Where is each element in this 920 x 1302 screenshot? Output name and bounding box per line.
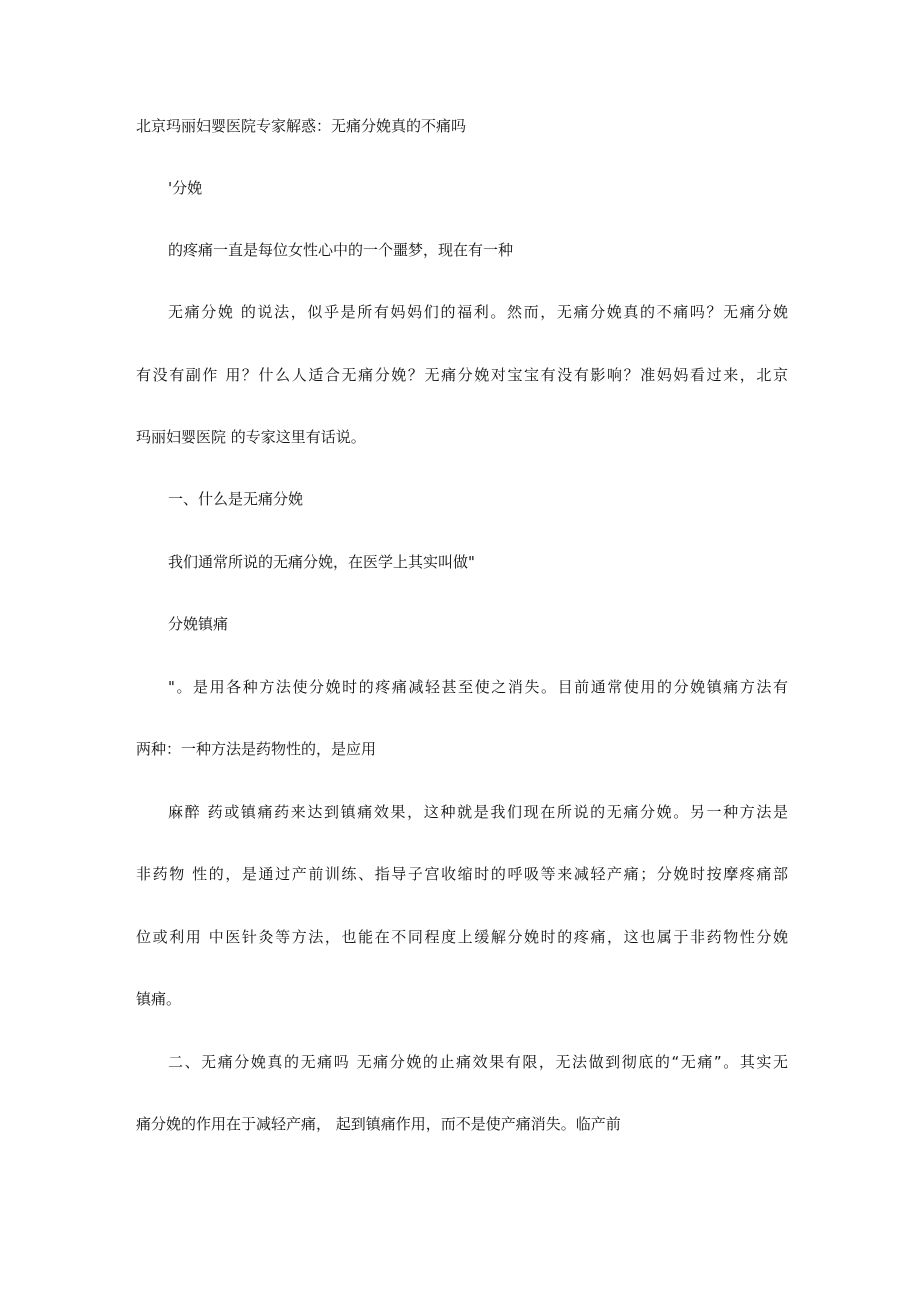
section-heading: 二、无痛分娩真的无痛吗 无痛分娩的止痛效果有限，无法做到彻底的“无痛”。其实无 bbox=[168, 1053, 788, 1071]
section-heading: 一、什么是无痛分娩 bbox=[168, 490, 304, 508]
paragraph-line: 有没有副作 用？什么人适合无痛分娩？无痛分娩对宝宝有没有影响？准妈妈看过来，北京 bbox=[136, 366, 788, 384]
paragraph-line: 痛分娩的作用在于减轻产痛， 起到镇痛作用，而不是使产痛消失。临产前 bbox=[136, 1115, 621, 1133]
term-line: 分娩镇痛 bbox=[168, 615, 229, 633]
paragraph-line: 非药物 性的，是通过产前训练、指导子宫收缩时的呼吸等来减轻产痛；分娩时按摩疼痛部 bbox=[136, 865, 788, 883]
paragraph-line: 镇痛。 bbox=[136, 990, 182, 1008]
paragraph-line: 我们通常所说的无痛分娩，在医学上其实叫做" bbox=[168, 553, 475, 571]
document-title: 北京玛丽妇婴医院专家解惑：无痛分娩真的不痛吗 bbox=[136, 117, 467, 135]
paragraph-line: 无痛分娩 的说法，似乎是所有妈妈们的福利。然而，无痛分娩真的不痛吗？无痛分娩 bbox=[168, 303, 788, 321]
paragraph-line: "。是用各种方法使分娩时的疼痛减轻甚至使之消失。目前通常使用的分娩镇痛方法有 bbox=[168, 678, 788, 696]
paragraph-line: '分娩 bbox=[168, 179, 203, 197]
paragraph-line: 麻醉 药或镇痛药来达到镇痛效果，这种就是我们现在所说的无痛分娩。另一种方法是 bbox=[168, 803, 788, 821]
paragraph-line: 两种：一种方法是药物性的，是应用 bbox=[136, 740, 377, 758]
paragraph-line: 玛丽妇婴医院 的专家这里有话说。 bbox=[136, 428, 366, 446]
paragraph-line: 位或利用 中医针灸等方法，也能在不同程度上缓解分娩时的疼痛，这也属于非药物性分娩 bbox=[136, 928, 788, 946]
paragraph-line: 的疼痛一直是每位女性心中的一个噩梦，现在有一种 bbox=[168, 241, 514, 259]
